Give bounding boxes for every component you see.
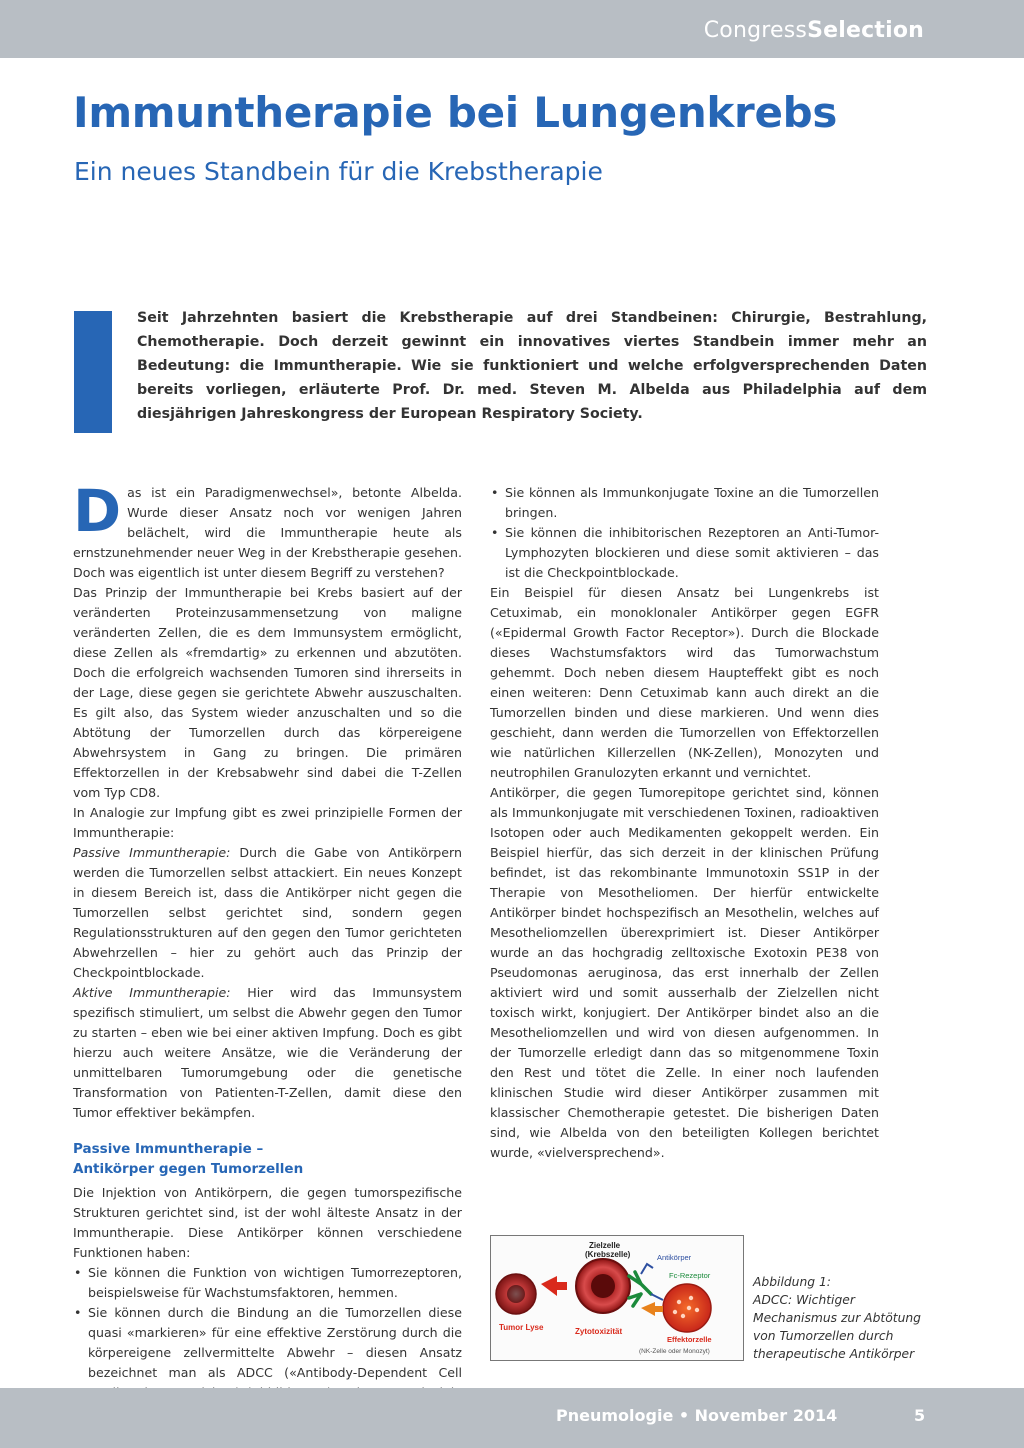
figure-adcc-diagram	[490, 1235, 744, 1361]
label-zielzelle: Zielzelle	[589, 1241, 621, 1250]
adcc-diagram	[491, 1236, 743, 1360]
antibody-icon	[629, 1272, 651, 1306]
section-heading-line-2: Antikörper gegen Tumorzellen	[73, 1161, 304, 1177]
effector-cell	[663, 1284, 711, 1332]
paragraph-6: Die Injektion von Antikörpern, die gegen tumorspezifische Strukturen gerichtet sind, ist der wohl älteste Ansatz in der Immuntherapie. Diese Antikörper können verschiedene Funktionen haben:	[73, 1185, 462, 1260]
bullet-item: • Sie können die inhibitorischen Rezeptoren an Anti-Tumor-Lymphozyten blockieren und diese somit aktivieren – das ist die Checkpointblockade.	[490, 523, 879, 583]
label-krebszelle: (Krebszelle)	[585, 1250, 631, 1259]
paragraph-3: In Analogie zur Impfung gibt es zwei prinzipielle Formen der Immuntherapie:	[73, 805, 462, 840]
intro-dropcap-I	[74, 311, 112, 433]
tumor-lysis-cell	[496, 1274, 536, 1314]
paragraph-4	[73, 843, 462, 983]
caption-text: ADCC: Wichtiger Mechanismus zur Abtötung von Tumorzellen durch therapeutische Antikörper	[753, 1293, 921, 1361]
paragraph-1	[73, 477, 462, 583]
paragraph-5-text: Hier wird das Immunsystem spezifisch stimuliert, um selbst die Abwehr gegen den Tumor zu starten – eben wie bei einer aktiven Impfung. Doch es gibt hierzu auch weitere Ansätze, wie die Veränderung der unmittelbaren Tumorumgebung oder die genetische Transformation von Patienten-T-Zellen, damit diese den Tumor effektiver bekämpfen.	[73, 985, 462, 1120]
figure-caption	[753, 1273, 933, 1363]
paragraph-7: Ein Beispiel für diesen Ansatz bei Lungenkrebs ist Cetuximab, ein monoklonaler Antikörper gegen EGFR («Epidermal Growth Factor Receptor»). Durch die Blockade dieses Wachstumsfaktors wird das Tumorwachstum gehemmt. Doch neben diesem Haupteffekt gibt es noch einen weiteren: Denn Cetuximab kann auch direkt an die Tumorzellen binden und diese markieren. Und wenn dies geschieht, dann werden die Tumorzellen von Effektorzellen wie natürlichen Killerzellen (NK-Zellen), Monozyten und neutrophilen Granulozyten erkannt und vernichtet.	[490, 585, 879, 780]
footer-bar	[0, 1388, 1024, 1448]
arrow-cytotox-icon	[641, 1302, 663, 1316]
bullet-2-text-a: Sie können durch die Bindung an die Tumorzellen diese quasi «markieren» für eine effektive Zerstörung durch die körpereigene zellvermittelte Abwehr – diesen Ansatz bezeichnet man als ADCC («Antibody-Dependent Cell	[88, 1305, 462, 1380]
label-effektorzelle: Effektorzelle	[667, 1335, 712, 1344]
arrow-left-icon	[541, 1276, 567, 1296]
paragraph-4-text: Durch die Gabe von Antikörpern werden die Tumorzellen selbst attackiert. Ein neues Konzept in diesem Bereich ist, dass die Antikörper nicht gegen die Tumorzellen selbst gerichtet sind, sondern gegen Regulationsstrukturen auf den gegen den Tumor gerichteten Abwehrzellen – hier zu gehört auch das Prinzip der Checkpointblockade.	[73, 845, 462, 980]
brand-light: Congress	[703, 18, 808, 43]
intro-lead: Seit Jahrzehnten basiert die Krebstherapie auf drei Standbeinen: Chirurgie, Bestrahlung, Chemotherapie. Doch derzeit gewinnt ein innovatives viertes Standbein immer mehr an Bedeutung: die Immuntherapie. Wie sie funktioniert und welche erfolgversprechenden Daten bereits vorliegen, erläuterte Prof. Dr. med. Steven M. Albelda aus Philadelphia auf dem diesjährigen Jahreskongress der European Respiratory Society.	[137, 310, 927, 422]
label-zytotoxizitaet: Zytotoxizität	[575, 1327, 623, 1336]
bullet-item: • Sie können die Funktion von wichtigen Tumorrezeptoren, beispielsweise für Wachstumsfaktoren, hemmen.	[73, 1263, 462, 1303]
footer-journal: Pneumologie • November 2014	[556, 1406, 838, 1425]
brand-bold: Selection	[807, 18, 924, 43]
article-title: Immuntherapie bei Lungenkrebs	[73, 88, 838, 137]
paragraph-8: Antikörper, die gegen Tumorepitope gerichtet sind, können als Immunkonjugate mit verschiedenen Toxinen, radioaktiven Isotopen oder auch Medikamenten gekoppelt werden. Ein Beispiel hierfür, das sich derzeit in der klinischen Prüfung befindet, ist das rekombinante Immunotoxin SS1P in der Therapie von Mesotheliomen. Der hierfür entwickelte Antikörper bindet hochspezifisch an Mesothelin, welches auf Mesotheliomzellen überexprimiert ist. Dieser Antikörper wurde an das hochgradig zelltoxische Exotoxin PE38 von Pseudomonas aeruginosa, das erst innerhalb der Zellen aktiviert wird und somit ausserhalb der Zielzellen nicht toxisch wirkt, konjugiert. Der Antikörper bindet also an die Mesotheliomzellen und wird von diesen aufgenommen. In der Tumorzelle erledigt dann das so mitgenommene Toxin den Rest und tötet die Zelle. In einer noch laufenden klinischen Studie wird dieser Antikörper zusammen mit klassischer Chemotherapie getestet. Die bisherigen Daten sind, wie Albelda von den beteiligten Kollegen berichtet wurde, «vielversprechend».	[490, 785, 879, 1160]
label-antikoerper: Antikörper	[657, 1253, 692, 1262]
caption-title: Abbildung 1:	[753, 1275, 831, 1289]
section-heading-line-1: Passive Immuntherapie –	[73, 1141, 264, 1157]
label-tumor-lyse: Tumor Lyse	[499, 1323, 544, 1332]
label-fc-rezeptor: Fc-Rezeptor	[669, 1271, 711, 1280]
paragraph-5	[73, 983, 462, 1123]
passive-label: Passive Immuntherapie:	[73, 845, 231, 860]
bullet-item: • Sie können als Immunkonjugate Toxine an die Tumorzellen bringen.	[490, 483, 879, 523]
dropcap-D: D	[73, 477, 122, 545]
fc-receptor-icon	[641, 1264, 663, 1300]
brand-logo	[704, 18, 924, 43]
section-heading	[73, 1139, 462, 1179]
target-cell	[576, 1259, 630, 1313]
page-number: 5	[914, 1406, 926, 1425]
label-effektor-sub: (NK-Zelle oder Monozyt)	[639, 1348, 710, 1355]
paragraph-1-text: as ist ein Paradigmenwechsel», betonte Albelda. Wurde dieser Ansatz noch vor wenigen Jahren belächelt, wird die Immuntherapie heute als ernstzunehmender neuer Weg in der Krebstherapie gesehen. Doch was eigentlich ist unter diesem Begriff zu verstehen?	[73, 485, 462, 580]
header-bar	[0, 0, 1024, 58]
article-subtitle: Ein neues Standbein für die Krebstherapie	[74, 157, 603, 186]
active-label: Aktive Immuntherapie:	[73, 985, 231, 1000]
right-column	[490, 483, 879, 1163]
paragraph-2: Das Prinzip der Immuntherapie bei Krebs basiert auf der veränderten Proteinzusammensetzung von maligne veränderten Zellen, die es dem Immunsystem ermöglicht, diese Zellen als «fremdartig» zu erkennen und abzutöten. Doch die erfolgreich wachsenden Tumoren sind ihrerseits in der Lage, diese gegen sie gerichtete Abwehr auszuschalten. Es gilt also, das System wieder anzuschalten und so die Abtötung der Tumorzellen durch das körpereigene Abwehrsystem in Gang zu bringen. Die primären Effektorzellen in der Krebsabwehr sind dabei die T-Zellen vom Typ CD8.	[73, 585, 462, 800]
bullet-list-right	[490, 483, 879, 583]
left-column	[73, 477, 462, 1443]
